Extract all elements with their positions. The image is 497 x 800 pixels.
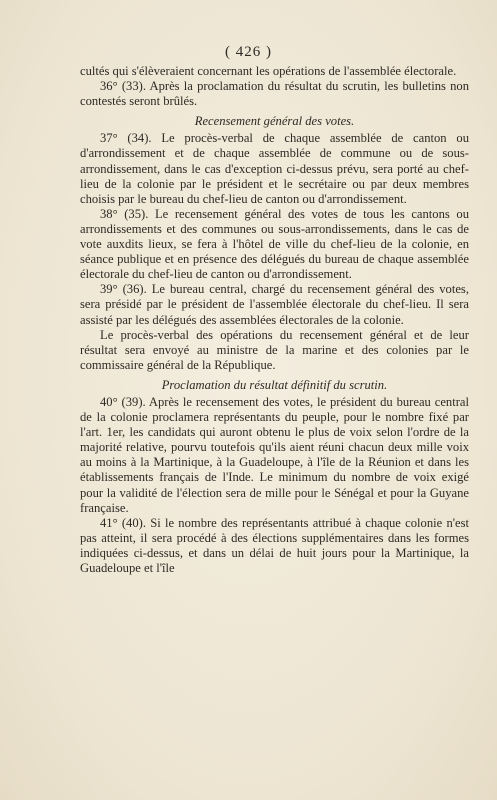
article-38: 38° (35). Le recensement général des votes de tous les cantons ou arrondissements et des communes ou sous-arrondissements, dans le cas de vote auxdits lieux, se fera à l'hôtel de ville du chef-lieu de la colonie, en séance publique et en présence des délégués du bureau de chaque assemblée électorale du chef-lieu de canton ou d'arrondissement. (80, 206, 469, 282)
body-text (80, 64, 469, 576)
section-heading-proclamation: Proclamation du résultat définitif du scrutin. (161, 377, 388, 392)
article-37: 37° (34). Le procès-verbal de chaque assemblée de canton ou d'arrondissement et de chaque assemblée de commune ou de sous-arrondissement, dans le cas d'exception ci-dessus prévu, sera porté au chef-lieu de la colonie par le président et le secrétaire ou par deux membres choisis par le bureau du chef-lieu de canton ou d'arrondissement. (80, 131, 469, 206)
paragraph-continuation: cultés qui s'élèveraient concernant les opérations de l'assemblée électorale. (80, 64, 457, 78)
article-41: 41° (40). Si le nombre des représentants attribué à chaque colonie n'est pas atteint, il sera procédé à des élections supplémentaires dans les formes indiquées ci-dessus, et dans un délai de huit jours pour la Martinique, la Guadeloupe et l'île (80, 515, 469, 575)
page-number: ( 426 ) (225, 44, 272, 60)
article-39: 39° (36). Le bureau central, chargé du recensement général des votes, sera présidé par le président de l'assemblée électorale du chef-lieu. Il sera assisté par les délégués des assemblées électorales de la colonie. (80, 282, 469, 327)
article-40: 40° (39). Après le recensement des votes, le président du bureau central de la colonie proclamera représentants du peuple, pour le nombre fixé par l'art. 1er, les candidats qui auront obtenu le plus de voix selon l'ordre de la majorité relative, pourvu toutefois qu'ils aient réuni chacun deux mille voix au moins à la Martinique, à la Guadeloupe, à l'île de la Réunion et dans les établissements français de l'Inde. Le minimum du nombre de voix exigé pour la validité de l'élection sera de mille pour le Sénégal et pour la Guyane française. (80, 394, 469, 515)
article-39-continuation: Le procès-verbal des opérations du recensement général et de leur résultat sera envoyé au ministre de la marine et des colonies par le commissaire général de la République. (80, 327, 469, 372)
article-36: 36° (33). Après la proclamation du résultat du scrutin, les bulletins non contestés seront brûlés. (80, 79, 469, 109)
section-heading-recensement: Recensement général des votes. (194, 114, 355, 129)
